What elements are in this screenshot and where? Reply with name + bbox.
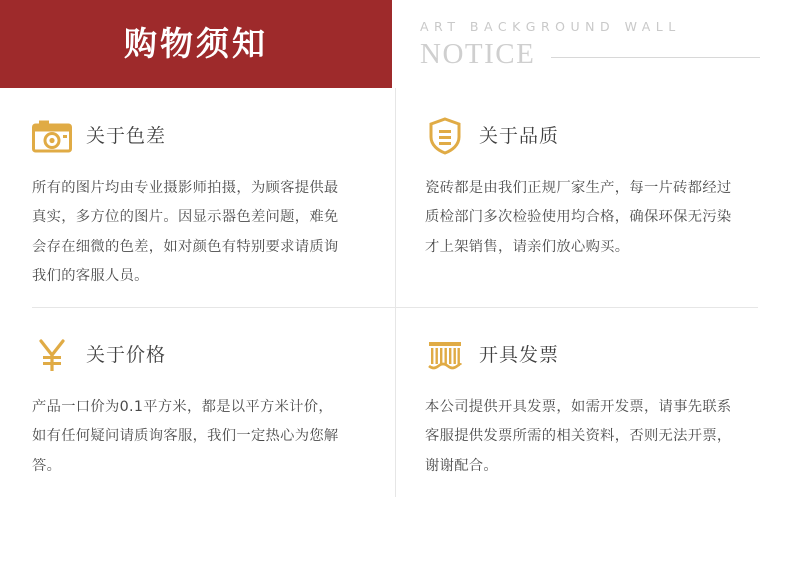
notice-item-quality — [395, 88, 790, 307]
notice-item-color — [0, 88, 395, 307]
header-english-subtitle: ART BACKGROUND WALL — [420, 19, 681, 35]
notice-item-title: 关于色差 — [86, 124, 167, 147]
notice-item-price — [0, 307, 395, 497]
notice-item-body: 瓷砖都是由我们正规厂家生产，每一片砖都经过质检部门多次检验使用均合格，确保环保无污染才上架销售，请亲们放心购买。 — [425, 180, 732, 255]
notice-row-1 — [0, 88, 790, 307]
notice-item-header — [32, 116, 347, 156]
notice-item-title: 关于价格 — [86, 343, 167, 366]
camera-icon — [32, 116, 72, 156]
header-english-title: NOTICE — [420, 37, 536, 70]
notice-item-body: 本公司提供开具发票，如需开发票，请事先联系客服提供发票所需的相关资料，否则无法开票，谢谢配合。 — [425, 399, 732, 474]
notice-item-invoice — [395, 307, 790, 497]
yen-price-icon — [32, 335, 72, 375]
page-header — [0, 0, 790, 88]
header-english-main-row — [420, 37, 790, 70]
page-title: 购物须知 — [124, 23, 268, 63]
notice-row-2 — [0, 307, 790, 497]
notice-item-body: 所有的图片均由专业摄影师拍摄，为顾客提供最真实，多方位的图片。因显示器色差问题，难免会存在细微的色差，如对颜色有特别要求请质询我们的客服人员。 — [32, 180, 339, 284]
notice-item-title: 开具发票 — [479, 343, 560, 366]
notice-grid — [0, 88, 790, 497]
notice-item-header — [425, 116, 750, 156]
notice-item-title: 关于品质 — [479, 124, 560, 147]
header-rule — [551, 57, 760, 58]
shield-quality-icon — [425, 116, 465, 156]
notice-item-body: 产品一口价为0.1平方米，都是以平方米计价，如有任何疑问请质询客服，我们一定热心为您解答。 — [32, 399, 339, 474]
header-subtitle-block — [392, 0, 790, 88]
invoice-icon — [425, 335, 465, 375]
notice-item-header — [32, 335, 347, 375]
notice-item-header — [425, 335, 750, 375]
header-title-block — [0, 0, 392, 88]
